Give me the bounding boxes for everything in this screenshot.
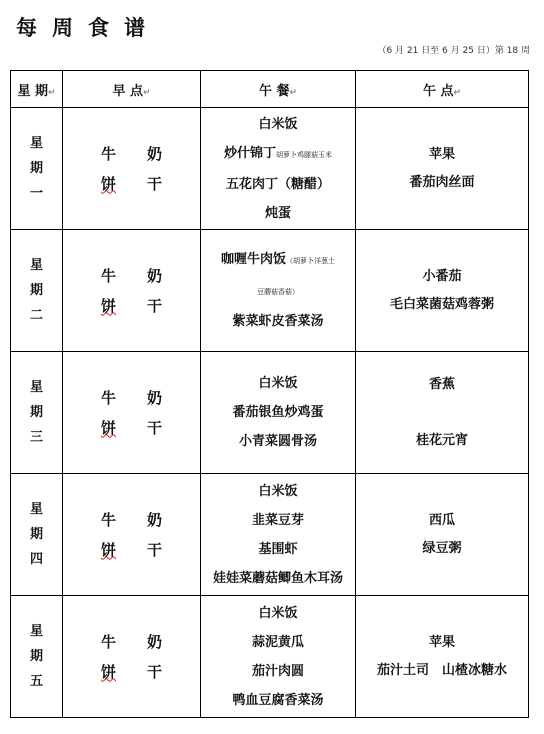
lunch-dish <box>201 139 355 170</box>
lunch-dish <box>201 110 355 139</box>
breakfast-char: 干 <box>146 418 162 437</box>
snack-item: 苹果 <box>428 146 455 162</box>
lunch-dish <box>201 170 355 199</box>
dish-name: 韭菜豆芽 <box>251 512 304 528</box>
table-row <box>11 596 529 718</box>
dish-name: 白米饭 <box>258 483 298 499</box>
breakfast-item <box>63 291 200 321</box>
snack-item: 番茄肉丝面 <box>409 174 475 190</box>
breakfast-char: 奶 <box>146 388 162 407</box>
breakfast-char: 奶 <box>146 510 162 529</box>
snack-item: 苹果 <box>428 634 455 650</box>
breakfast-item <box>63 505 200 535</box>
breakfast-char: 饼 <box>100 418 116 437</box>
weekday-char: 四 <box>29 552 43 567</box>
weekday-char: 星 <box>29 624 43 639</box>
breakfast-char: 奶 <box>146 144 162 163</box>
weekday-char: 二 <box>29 308 43 323</box>
breakfast-char: 奶 <box>146 632 162 651</box>
snack-item: 茄汁土司 山楂冰糖水 <box>376 662 507 678</box>
breakfast-cell <box>63 230 201 352</box>
menu-body <box>11 108 529 718</box>
weekday-cell <box>11 352 63 474</box>
weekday-char: 三 <box>29 430 43 445</box>
table-row <box>11 108 529 230</box>
breakfast-char: 饼 <box>100 296 116 315</box>
lunch-cell <box>201 230 356 352</box>
breakfast-cell <box>63 352 201 474</box>
breakfast-cell <box>63 474 201 596</box>
dish-name: 小青菜圆骨汤 <box>238 434 317 449</box>
snack-item: 香蕉 <box>428 376 455 392</box>
breakfast-item <box>63 657 200 687</box>
weekday-char: 期 <box>29 649 43 664</box>
paragraph-mark: ↵ <box>47 87 56 98</box>
table-header-row <box>11 71 529 108</box>
dish-ingredients-note: 豆蘑菇香菇） <box>257 288 299 296</box>
paragraph-mark: ↵ <box>289 87 298 98</box>
lunch-dish <box>201 599 355 628</box>
snack-item <box>356 399 528 427</box>
dish-name: 紫菜虾皮香菜汤 <box>232 314 324 329</box>
lunch-cell <box>201 108 356 230</box>
breakfast-item <box>63 139 200 169</box>
weekday-char: 星 <box>29 380 43 395</box>
dish-name: 五花肉丁（糖醋） <box>225 176 330 192</box>
dish-ingredients-note: （胡萝卜洋葱土 <box>286 257 335 265</box>
lunch-dish <box>201 657 355 686</box>
breakfast-item <box>63 261 200 291</box>
breakfast-char: 干 <box>146 540 162 559</box>
lunch-cell <box>201 352 356 474</box>
lunch-dish <box>201 427 355 456</box>
snack-cell <box>356 474 529 596</box>
weekday-char: 五 <box>29 674 43 689</box>
weekday-char: 星 <box>29 136 43 151</box>
lunch-dish <box>201 369 355 398</box>
weekday-char: 星 <box>29 502 43 517</box>
weekday-cell <box>11 596 63 718</box>
lunch-dish <box>201 686 355 715</box>
weekday-cell <box>11 230 63 352</box>
snack-item: 绿豆粥 <box>422 540 462 556</box>
snack-cell <box>356 596 529 718</box>
breakfast-char: 干 <box>146 174 162 193</box>
header-lunch: 午 餐↵ <box>201 71 356 108</box>
header-breakfast: 早 点↵ <box>63 71 201 108</box>
lunch-dish <box>201 535 355 564</box>
breakfast-char: 牛 <box>100 144 116 163</box>
breakfast-item <box>63 413 200 443</box>
dish-name: 炒什锦丁 <box>223 145 276 161</box>
dish-name: 咖喱牛肉饭 <box>220 252 286 267</box>
dish-name: 鸭血豆腐香菜汤 <box>232 692 324 708</box>
breakfast-char: 牛 <box>100 632 116 651</box>
lunch-cell <box>201 596 356 718</box>
weekday-cell <box>11 474 63 596</box>
lunch-dish <box>201 276 355 307</box>
paragraph-mark: ↵ <box>142 87 151 98</box>
paragraph-mark: ↵ <box>453 87 462 98</box>
breakfast-char: 牛 <box>100 388 116 407</box>
lunch-dish <box>201 307 355 336</box>
snack-cell <box>356 108 529 230</box>
weekday-char: 期 <box>29 283 43 298</box>
breakfast-char: 牛 <box>100 510 116 529</box>
snack-item: 桂花元宵 <box>415 432 468 448</box>
breakfast-char: 干 <box>146 662 162 681</box>
table-row <box>11 230 529 352</box>
table-row <box>11 474 529 596</box>
header-weekday: 星 期↵ <box>11 71 63 108</box>
dish-name: 白米饭 <box>258 116 298 132</box>
dish-name: 娃娃菜蘑菇鲫鱼木耳汤 <box>212 570 343 586</box>
breakfast-char: 干 <box>146 296 162 315</box>
dish-name: 白米饭 <box>258 605 298 621</box>
snack-item: 西瓜 <box>428 512 455 528</box>
breakfast-cell <box>63 596 201 718</box>
snack-cell <box>356 352 529 474</box>
lunch-cell <box>201 474 356 596</box>
breakfast-char: 牛 <box>100 266 116 285</box>
lunch-dish <box>201 398 355 427</box>
breakfast-item <box>63 169 200 199</box>
breakfast-char: 饼 <box>100 540 116 559</box>
page-title: 每周食谱 <box>16 15 160 40</box>
snack-item: 毛白菜菌菇鸡蓉粥 <box>389 296 494 312</box>
weekday-char: 期 <box>29 405 43 420</box>
dish-name: 茄汁肉圆 <box>251 663 304 679</box>
lunch-dish <box>201 628 355 657</box>
breakfast-char: 奶 <box>146 266 162 285</box>
weekly-menu-table <box>10 70 529 718</box>
snack-item: 小番茄 <box>422 268 462 284</box>
dish-name: 基围虾 <box>258 541 298 557</box>
snack-cell <box>356 230 529 352</box>
lunch-dish <box>201 245 355 276</box>
breakfast-item <box>63 383 200 413</box>
table-row <box>11 352 529 474</box>
lunch-dish <box>201 506 355 535</box>
breakfast-cell <box>63 108 201 230</box>
dish-name: 蒜泥黄瓜 <box>251 634 304 650</box>
week-range-subtitle: （6 月 21 日至 6 月 25 日）第 18 周 <box>377 46 530 56</box>
dish-name: 炖蛋 <box>264 205 291 221</box>
lunch-dish <box>201 477 355 506</box>
lunch-dish <box>201 199 355 228</box>
lunch-dish <box>201 564 355 593</box>
breakfast-item <box>63 627 200 657</box>
weekday-char: 一 <box>29 186 43 201</box>
dish-ingredients-note: 胡萝卜鸡腿菇玉米 <box>276 150 332 159</box>
dish-name: 番茄银鱼炒鸡蛋 <box>232 405 324 420</box>
breakfast-char: 饼 <box>100 174 116 193</box>
header-afternoon-snack: 午 点↵ <box>356 71 529 108</box>
weekday-char: 期 <box>29 527 43 542</box>
dish-name: 白米饭 <box>258 376 298 391</box>
weekday-char: 期 <box>29 161 43 176</box>
breakfast-char: 饼 <box>100 662 116 681</box>
breakfast-item <box>63 535 200 565</box>
weekday-char: 星 <box>29 258 43 273</box>
weekday-cell <box>11 108 63 230</box>
